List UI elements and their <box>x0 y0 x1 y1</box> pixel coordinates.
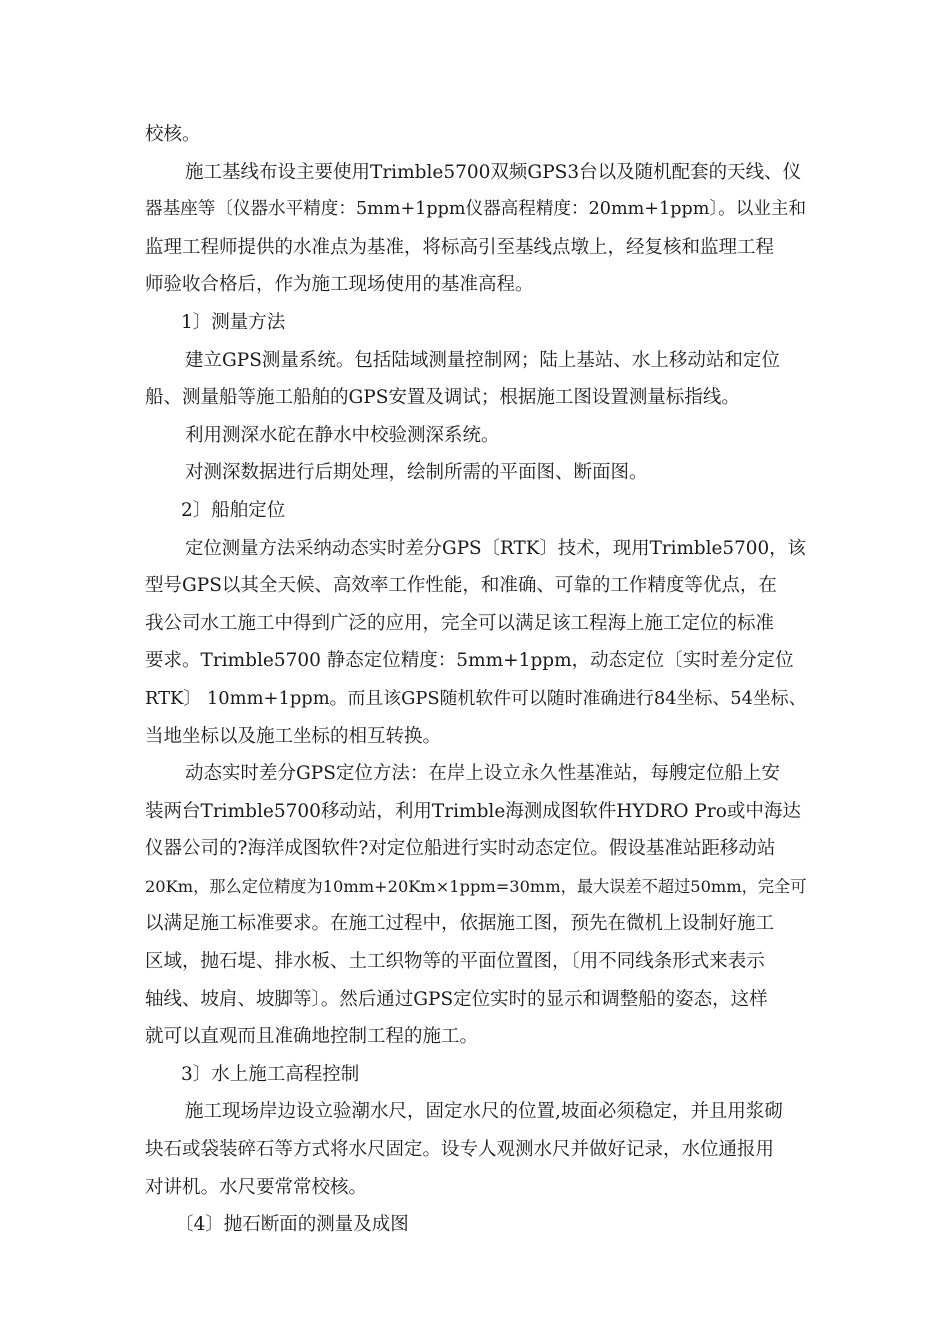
text-line: 监理工程师提供的水准点为基准，将标高引至基线点墩上，经复核和监理工程 <box>145 236 775 258</box>
text-line: 施工现场岸边设立验潮水尺，固定水尺的位置,坡面必须稳定，并且用浆砌 <box>185 1101 783 1123</box>
section-heading: 1〕测量方法 <box>181 311 286 333</box>
text-line: 利用测深水砣在静水中校验测深系统。 <box>185 424 500 446</box>
text-line: 仪器公司的?海洋成图软件?对定位船进行实时动态定位。假设基准站距移动站 <box>145 838 776 860</box>
text-line: 建立GPS测量系统。包括陆域测量控制网；陆上基站、水上移动站和定位 <box>185 349 780 371</box>
text-line: 轴线、坡肩、坡脚等〕。然后通过GPS定位实时的显示和调整船的姿态，这样 <box>145 988 768 1010</box>
text-line: 器基座等〔仪器水平精度：5mm+1ppm仪器高程精度：20mm+1ppm〕。以业主和 <box>145 199 807 220</box>
text-line: 定位测量方法采纳动态实时差分GPS〔RTK〕技术，现用Trimble5700，该 <box>185 537 806 559</box>
section-heading: 〔4〕抛石断面的测量及成图 <box>175 1214 409 1236</box>
text-line: 我公司水工施工中得到广泛的应用，完全可以满足该工程海上施工定位的标准 <box>145 612 775 634</box>
text-line: 区域，抛石堤、排水板、土工织物等的平面位置图，〔用不同线条形式来表示 <box>145 951 765 973</box>
section-heading: 2〕船舶定位 <box>181 499 286 521</box>
section-heading: 3〕水上施工高程控制 <box>181 1063 360 1085</box>
text-line: 师验收合格后，作为施工现场使用的基准高程。 <box>145 274 534 296</box>
text-line: 校核。 <box>145 124 201 145</box>
text-line: 船、测量船等施工船舶的GPS安置及调试；根据施工图设置测量标指线。 <box>145 387 740 409</box>
text-line: 以满足施工标准要求。在施工过程中，依据施工图，预先在微机上设制好施工 <box>145 913 775 935</box>
text-line: 动态实时差分GPS定位方法：在岸上设立永久性基准站，每艘定位船上安 <box>185 763 780 785</box>
text-line: 对讲机。水尺要常常校核。 <box>145 1176 368 1198</box>
text-line: 当地坐标以及施工坐标的相互转换。 <box>145 725 442 747</box>
text-line: 施工基线布设主要使用Trimble5700双频GPS3台以及随机配套的天线、仪 <box>185 161 802 183</box>
text-line: 型号GPS以其全天候、高效率工作性能，和准确、可靠的工作精度等优点，在 <box>145 575 777 597</box>
document-body <box>145 116 810 1244</box>
text-line: RTK〕 10mm+1ppm。而且该GPS随机软件可以随时准确进行84坐标、54坐标、 <box>145 687 807 709</box>
text-line: 就可以直观而且准确地控制工程的施工。 <box>145 1026 479 1048</box>
text-line: 要求。Trimble5700 静态定位精度：5mm+1ppm，动态定位〔实时差分定位 <box>145 650 794 672</box>
text-line: 20Km，那么定位精度为10mm+20Km×1ppm=30mm，最大误差不超过50mm，完全可 <box>145 876 807 896</box>
text-line: 对测深数据进行后期处理，绘制所需的平面图、断面图。 <box>185 462 648 484</box>
text-line: 装两台Trimble5700移动站，利用Trimble海测成图软件HYDRO Pro或中海达 <box>145 800 801 822</box>
text-line: 块石或袋装碎石等方式将水尺固定。设专人观测水尺并做好记录，水位通报用 <box>145 1139 775 1161</box>
